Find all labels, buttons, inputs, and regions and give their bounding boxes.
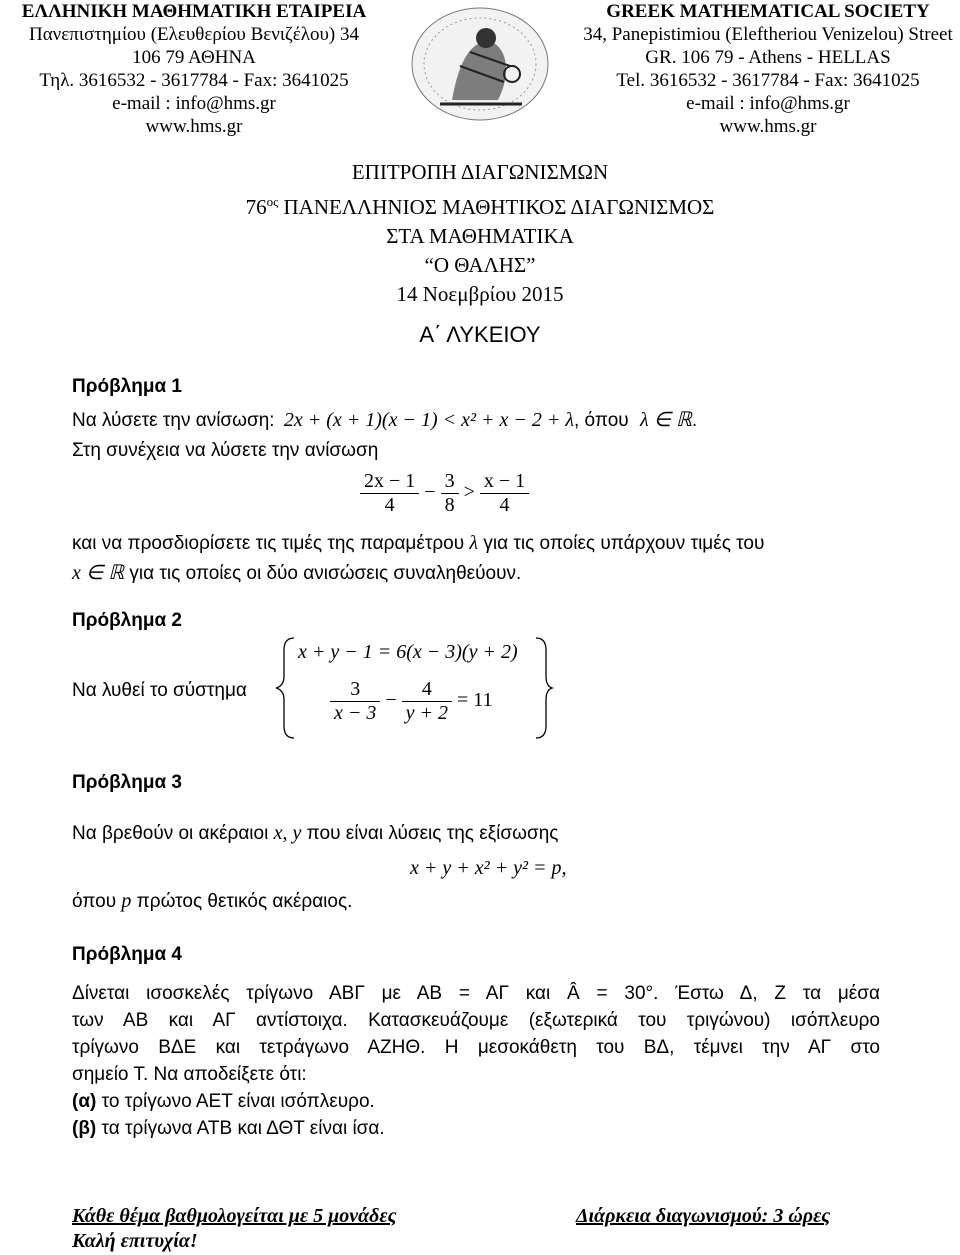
problem1-inequality: 2x + (x + 1)(x − 1) < x² + x − 2 + λ [283, 409, 574, 431]
fraction-denominator: 8 [441, 493, 459, 517]
problem4-heading: Πρόβλημα 4 [72, 944, 183, 965]
part-b-text: τα τρίγωνα ΑΤΒ και ΔΘΤ είναι ίσα. [96, 1118, 385, 1139]
problem2-heading: Πρόβλημα 2 [72, 610, 183, 631]
fraction [480, 470, 529, 517]
problem1-where: , όπου [574, 410, 629, 431]
problem1-line3 [72, 532, 764, 555]
greater-sign: > [463, 481, 475, 504]
problem1-intro: Να λύσετε την ανίσωση: [72, 410, 275, 431]
fraction [402, 678, 452, 725]
problem3-line1 [72, 822, 558, 845]
phone-greek: Τηλ. 3616532 - 3617784 - Fax: 3641025 [39, 70, 349, 91]
fraction-numerator: 3 [444, 470, 455, 492]
contest-date: 14 Νοεμβρίου 2015 [396, 282, 564, 306]
equation-rhs: = 11 [457, 689, 493, 712]
problem1-line4 [72, 560, 521, 585]
minus-sign: − [385, 689, 397, 712]
problem3-text: Να βρεθούν οι ακέραιοι [72, 823, 269, 844]
problem1-lambda-set: λ ∈ ℝ [639, 409, 692, 431]
fraction-numerator: 4 [421, 678, 432, 700]
web-english: www.hms.gr [719, 116, 817, 137]
problem3-text: που είναι λύσεις της εξίσωσης [306, 823, 559, 844]
subject-title: ΣΤΑ ΜΑΘΗΜΑΤΙΚΑ [386, 224, 574, 248]
fraction-numerator: x − 1 [483, 470, 526, 492]
problem3-text: όπου [72, 891, 117, 912]
x-in-reals: x ∈ ℝ [72, 562, 125, 584]
problem2-intro: Να λυθεί το σύστημα [72, 680, 247, 701]
header-left [4, 0, 384, 138]
society-logo [400, 4, 560, 124]
problem4-body [72, 980, 880, 1142]
fraction [330, 678, 380, 725]
fraction [360, 470, 419, 517]
footer-points: Κάθε θέμα βαθμολογείται με 5 μονάδες [72, 1205, 397, 1227]
problem3-text: πρώτος θετικός ακέραιος. [136, 891, 353, 912]
email-greek: e-mail : info@hms.gr [112, 93, 276, 114]
part-a-text: το τρίγωνο ΑΕΤ είναι ισόπλευρο. [96, 1091, 375, 1112]
fraction-denominator: 4 [360, 493, 419, 517]
fraction-denominator: x − 3 [330, 701, 380, 725]
problem4-line: των ΑΒ και ΑΓ αντίστοιχα. Κατασκευάζουμε (εξωτερικά του τριγώνου) ισόπλευρο [72, 1010, 880, 1031]
problem3-line2 [72, 890, 352, 913]
title-block [0, 158, 960, 309]
lambda-symbol: λ [469, 532, 479, 554]
committee-title: ΕΠΙΤΡΟΠΗ ΔΙΑΓΩΝΙΣΜΩΝ [351, 160, 609, 184]
problem1-text: για τις οποίες οι δύο ανισώσεις συναληθεύουν. [129, 563, 522, 584]
problem1-text: για τις οποίες υπάρχουν τιμές του [483, 533, 765, 554]
fraction-denominator: 4 [480, 493, 529, 517]
contest-title [0, 187, 960, 222]
problem1-heading: Πρόβλημα 1 [72, 376, 183, 397]
contest-name: ΠΑΝΕΛΛΗΝΙΟΣ ΜΑΘΗΤΙΚΟΣ ΔΙΑΓΩΝΙΣΜΟΣ [283, 195, 715, 219]
system-equation-2 [330, 678, 493, 725]
part-a-label: (α) [72, 1091, 97, 1112]
problem3-heading: Πρόβλημα 3 [72, 772, 183, 793]
footer-duration: Διάρκεια διαγωνισμού: 3 ώρες [576, 1205, 831, 1227]
problem4-line: τρίγωνο ΒΔΕ και τετράγωνο ΑΖΗΘ. Η μεσοκάθετη του ΒΔ, τέμνει την ΑΓ στο [72, 1037, 880, 1058]
problem1-text: και να προσδιορίσετε τις τιμές της παραμέτρου [72, 533, 465, 554]
p-variable: p [121, 890, 132, 912]
problem1-line1: Να λύσετε την ανίσωση: 2x + (x + 1)(x − 1) < x² + x − 2 + λ, όπου λ ∈ ℝ. [72, 409, 698, 431]
web-greek: www.hms.gr [145, 116, 243, 137]
org-name-greek: ΕΛΛΗΝΙΚΗ ΜΑΘΗΜΑΤΙΚΗ ΕΤΑΙΡΕΙΑ [21, 1, 367, 22]
header-right [580, 0, 956, 138]
fraction-numerator: 3 [350, 678, 361, 700]
city-greek: 106 79 ΑΘΗΝΑ [132, 47, 256, 68]
problem4-line: σημείο Τ. Να αποδείξετε ότι: [72, 1064, 307, 1085]
contest-number-suffix: ος [266, 194, 279, 209]
address-english: 34, Panepistimiou (Εleftheriou Venizelou) Street [583, 24, 953, 45]
part-b-label: (β) [72, 1118, 97, 1139]
grade-title: Α΄ ΛΥΚΕΙΟΥ [419, 322, 541, 347]
address-greek: Πανεπιστημίου (Ελευθερίου Βενιζέλου) 34 [29, 24, 359, 45]
system-equation-1: x + y − 1 = 6(x − 3)(y + 2) [298, 641, 518, 663]
city-english: GR. 106 79 - Athens - HELLAS [645, 47, 891, 68]
fraction [441, 470, 459, 517]
problem4-part-b [72, 1115, 880, 1142]
thales-title: “Ο ΘΑΛΗΣ” [424, 253, 536, 277]
fraction-numerator: 2x − 1 [364, 470, 416, 492]
problem4-part-a [72, 1088, 880, 1115]
problem3-equation: x + y + x² + y² = p, [410, 857, 567, 879]
minus-sign: − [424, 481, 436, 504]
footer-luck: Καλή επιτυχία! [72, 1230, 198, 1252]
org-name-english: GREEK MATHEMATICAL SOCIETY [606, 1, 930, 22]
contest-number: 76 [245, 195, 267, 219]
phone-english: Tel. 3616532 - 3617784 - Fax: 3641025 [616, 70, 920, 91]
problem4-line: Δίνεται ισοσκελές τρίγωνο ΑΒΓ με ΑΒ = ΑΓ και Â = 30°. Έστω Δ, Ζ τα μέσα [72, 983, 880, 1004]
fraction-denominator: y + 2 [402, 701, 452, 725]
variables: x, y [273, 822, 302, 844]
problem1-then: Στη συνέχεια να λύσετε την ανίσωση [72, 440, 379, 461]
problem1-second-inequality [360, 470, 529, 517]
email-english: e-mail : info@hms.gr [686, 93, 850, 114]
